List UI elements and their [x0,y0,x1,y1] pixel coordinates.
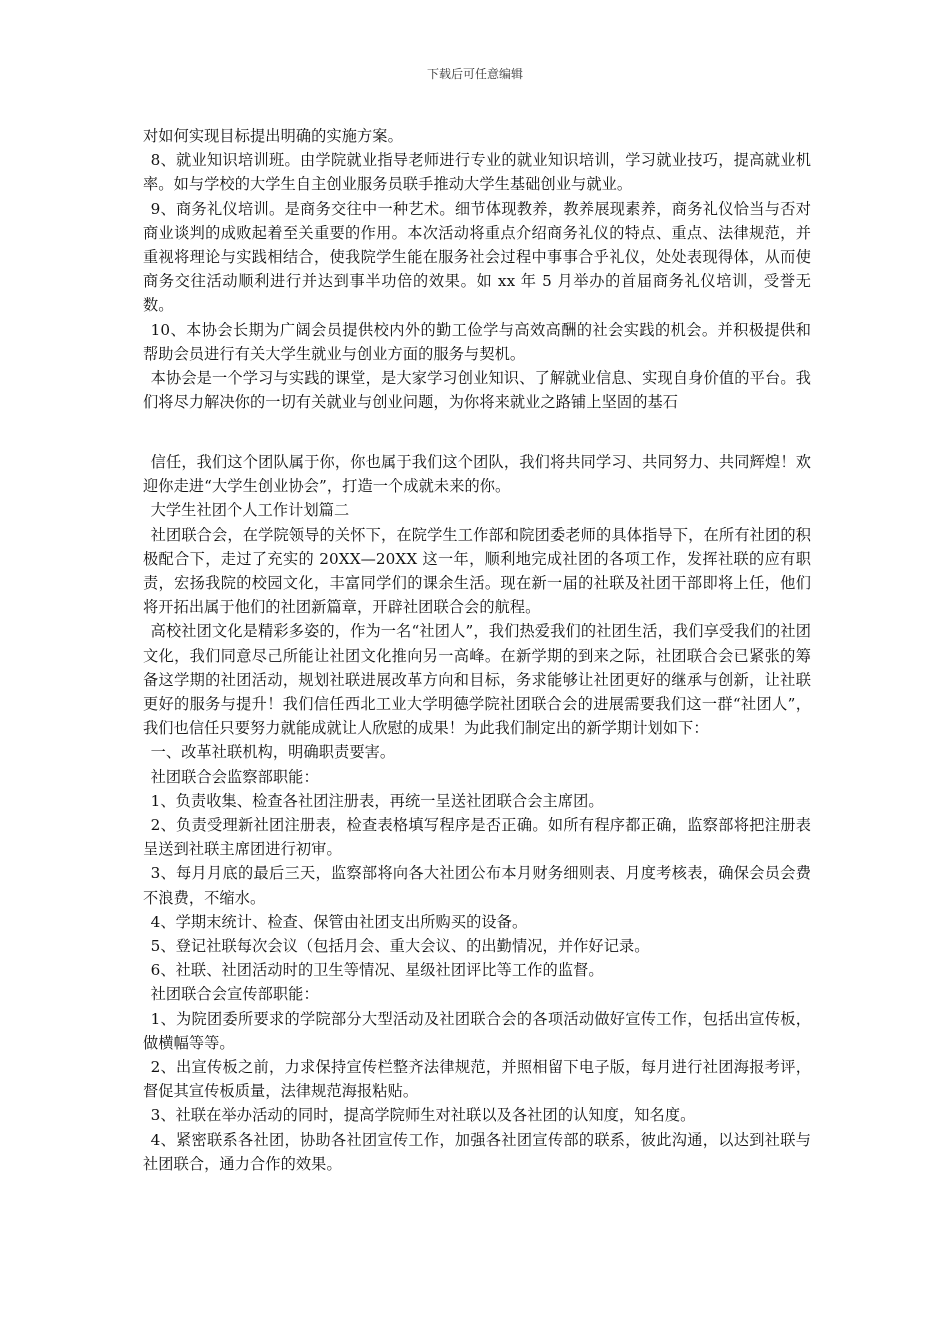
paragraph: 8、就业知识培训班。由学院就业指导老师进行专业的就业知识培训，学习就业技巧，提高就业机率。如与学校的大学生自主创业服务员联手推动大学生基础创业与就业。 [143,151,811,194]
paragraph: 本协会是一个学习与实践的课堂，是大家学习创业知识、了解就业信息、实现自身价值的平台。我们将尽力解决你的一切有关就业与创业问题，为你将来就业之路铺上坚固的基石 [143,369,811,412]
paragraph: 社团联合会宣传部职能： [150,985,319,1004]
list-item: 2、负责受理新社团注册表，检查表格填写程序是否正确。如所有程序都正确，监察部将把注册表呈送到社联主席团进行初审。 [143,816,811,859]
list-item: 3、社联在举办活动的同时，提高学院师生对社联以及各社团的认知度，知名度。 [150,1106,696,1125]
page-header: 下载后可任意编辑 [426,67,523,81]
paragraph: 9、商务礼仪培训。是商务交往中一种艺术。细节体现教养，教养展现素养，商务礼仪恰当与否对商业谈判的成败起着至关重要的作用。本次活动将重点介绍商务礼仪的特点、重点、法律规范，并重视将理论与实践相结合，使我院学生能在服务社会过程中事事合乎礼仪，处处表现得体，从而使商务交往活动顺利进行并达到事半功倍的效果。如 xx 年 5 月举办的首届商务礼仪培训，受誉无数。 [143,199,811,315]
paragraph: 信任，我们这个团队属于你，你也属于我们这个团队，我们将共同学习、共同努力、共同辉煌！欢迎你走进“大学生创业协会”，打造一个成就未来的你。 [143,453,811,496]
list-item: 4、学期末统计、检查、保管由社团支出所购买的设备。 [150,912,528,931]
list-item: 5、登记社联每次会议（包括月会、重大会议、的出勤情况，并作好记录。 [150,937,650,956]
paragraph: 社团联合会监察部职能： [150,767,319,786]
paragraph: 对如何实现目标提出明确的实施方案。 [143,127,403,145]
list-item: 4、紧密联系各社团，协助各社团宣传工作，加强各社团宣传部的联系，彼此沟通，以达到社联与社团联合，通力合作的效果。 [143,1130,811,1173]
paragraph: 社团联合会，在学院领导的关怀下，在院学生工作部和院团委老师的具体指导下，在所有社团的积极配合下，走过了充实的 20XX—20XX 这一年，顺利地完成社团的各项工作，发挥社联的应有职责，宏扬我院的校园文化，丰富同学们的课余生活。现在新一届的社联及社团干部即将上任，他们将开拓出属于他们的社团新篇章，开辟社团联合会的航程。 [143,525,811,617]
list-item: 3、每月月底的最后三天，监察部将向各大社团公布本月财务细则表、月度考核表，确保会员会费不浪费，不缩水。 [143,864,811,907]
document-body-bottom [143,450,811,1176]
document-body-top [143,124,811,414]
paragraph: 10、本协会长期为广阔会员提供校内外的勤工俭学与高效高酬的社会实践的机会。并积极提供和帮助会员进行有关大学生就业与创业方面的服务与契机。 [143,320,811,363]
paragraph: 一、改革社联机构，明确职责要害。 [150,743,396,762]
list-item: 6、社联、社团活动时的卫生等情况、星级社团评比等工作的监督。 [150,961,604,980]
section-heading: 大学生社团个人工作计划篇二 [150,501,350,520]
list-item: 2、出宣传板之前，力求保持宣传栏整齐法律规范，并照相留下电子版，每月进行社团海报考评，督促其宣传板质量，法律规范海报粘贴。 [143,1058,811,1101]
list-item: 1、为院团委所要求的学院部分大型活动及社团联合会的各项活动做好宣传工作，包括出宣传板，做横幅等等。 [143,1009,811,1052]
list-item: 1、负责收集、检查各社团注册表，再统一呈送社团联合会主席团。 [150,791,604,810]
paragraph: 高校社团文化是精彩多姿的，作为一名“社团人”，我们热爱我们的社团生活，我们享受我们的社团文化，我们同意尽己所能让社团文化推向另一高峰。在新学期的到来之际，社团联合会已紧张的筹备这学期的社团活动，规划社联进展改革方向和目标，务求能够让社团更好的继承与创新，让社联更好的服务与提升！我们信任西北工业大学明德学院社团联合会的进展需要我们这一群“社团人”，我们也信任只要努力就能成就让人欣慰的成果！为此我们制定出的新学期计划如下： [143,622,811,738]
